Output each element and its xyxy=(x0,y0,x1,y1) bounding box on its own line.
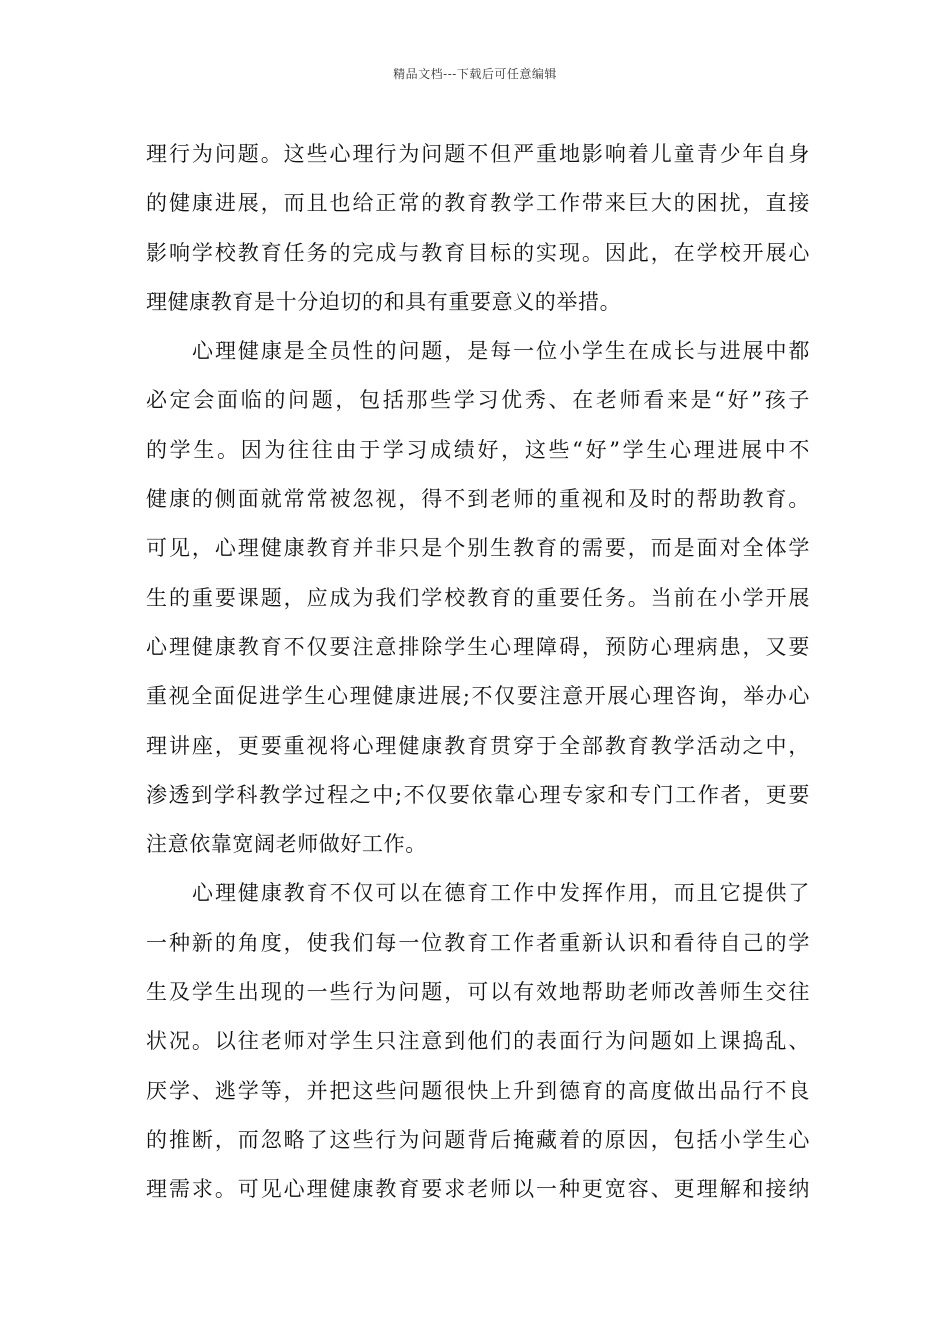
text-line: 渗透到学科教学过程之中;不仅要依靠心理专家和专门工作者，更要 xyxy=(146,782,810,807)
text-line: 生及学生出现的一些行为问题，可以有效地帮助老师改善师生交往 xyxy=(146,980,810,1005)
text-line: 心理健康是全员性的问题，是每一位小学生在成长与进展中都 xyxy=(192,339,810,364)
text-line: 影响学校教育任务的完成与教育目标的实现。因此，在学校开展心 xyxy=(146,240,810,265)
page-header: 精品文档---下载后可任意编辑 xyxy=(393,67,557,81)
document-body xyxy=(146,130,810,1215)
text-line: 注意依靠宽阔老师做好工作。 xyxy=(146,832,427,857)
paragraph xyxy=(146,869,810,1214)
text-line: 理讲座，更要重视将心理健康教育贯穿于全部教育教学活动之中， xyxy=(146,733,810,758)
text-line: 必定会面临的问题，包括那些学习优秀、在老师看来是“好”孩子 xyxy=(146,388,810,413)
text-line: 理健康教育是十分迫切的和具有重要意义的举措。 xyxy=(146,289,622,314)
text-line: 生的重要课题，应成为我们学校教育的重要任务。当前在小学开展 xyxy=(146,585,810,610)
text-line: 可见，心理健康教育并非只是个别生教育的需要，而是面对全体学 xyxy=(146,536,810,561)
paragraph xyxy=(146,327,810,869)
text-line: 的推断，而忽略了这些行为问题背后掩藏着的原因，包括小学生心 xyxy=(146,1127,810,1152)
text-line: 状况。以往老师对学生只注意到他们的表面行为问题如上课捣乱、 xyxy=(146,1029,810,1054)
paragraph xyxy=(146,130,810,327)
text-line: 心理健康教育不仅要注意排除学生心理障碍，预防心理病患，又要 xyxy=(146,634,810,659)
text-line: 一种新的角度，使我们每一位教育工作者重新认识和看待自己的学 xyxy=(146,930,810,955)
text-line: 厌学、逃学等，并把这些问题很快上升到德育的高度做出品行不良 xyxy=(146,1078,810,1103)
text-line: 的学生。因为往往由于学习成绩好，这些“好”学生心理进展中不 xyxy=(146,437,810,462)
text-line: 心理健康教育不仅可以在德育工作中发挥作用，而且它提供了 xyxy=(192,881,810,906)
text-line: 的健康进展，而且也给正常的教育教学工作带来巨大的困扰，直接 xyxy=(146,191,810,216)
text-line: 理需求。可见心理健康教育要求老师以一种更宽容、更理解和接纳 xyxy=(146,1177,810,1202)
text-line: 健康的侧面就常常被忽视，得不到老师的重视和及时的帮助教育。 xyxy=(146,487,810,512)
text-line: 理行为问题。这些心理行为问题不但严重地影响着儿童青少年自身 xyxy=(146,142,810,166)
text-line: 重视全面促进学生心理健康进展;不仅要注意开展心理咨询，举办心 xyxy=(146,684,810,709)
